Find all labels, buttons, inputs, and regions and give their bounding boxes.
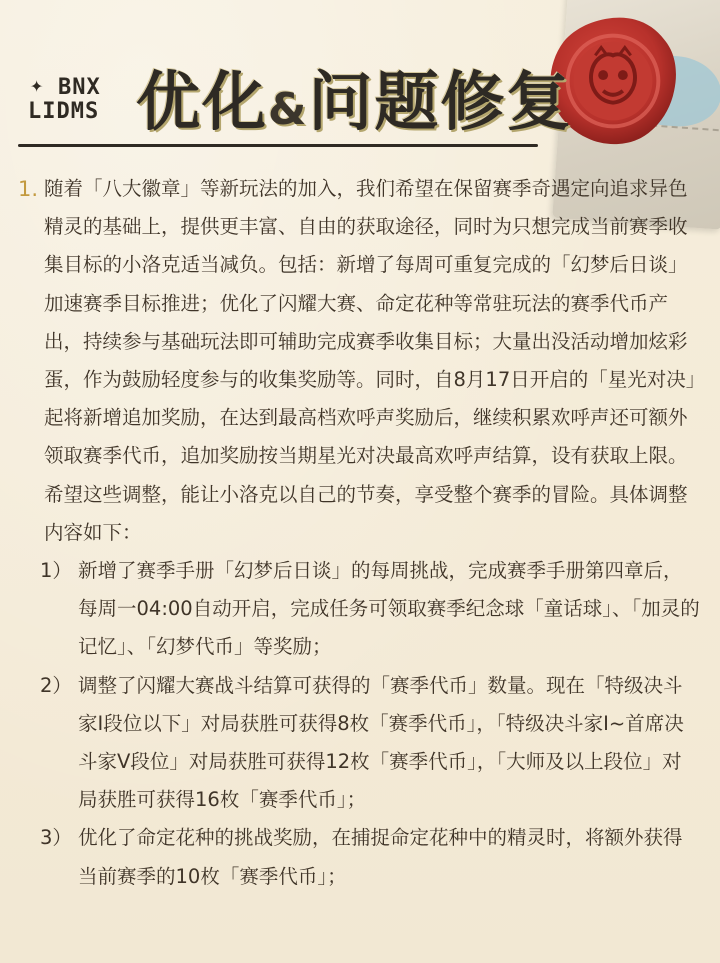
logo-line-1: BNX (58, 75, 101, 100)
sparkle-icon: ✦ (30, 73, 45, 98)
list-item-number: 3） (40, 826, 72, 850)
intro-number: 1. (18, 177, 39, 201)
list-item-number: 1） (40, 559, 72, 583)
title-part-2: 问题修复 (308, 66, 573, 140)
list-item-number: 2） (40, 673, 72, 697)
list-item-text: 调整了闪耀大赛战斗结算可获得的「赛季代币」数量。现在「特级决斗家I段位以下」对局获胜可获得8枚「赛季代币」，「特级决斗家I~首席决斗家V段位」对局获胜可获得12枚「赛季代币」，「大师及以上段位」对局获胜可获得16枚「赛季代币」； (78, 673, 684, 812)
intro-text: 随着「八大徽章」等新玩法的加入，我们希望在保留赛季奇遇定向追求异色精灵的基础上，提供更丰富、自由的获取途径，同时为只想完成当前赛季收集目标的小洛克适当减负。包括：新增了每周可重复完成的「幻梦后日谈」加速赛季目标推进；优化了闪耀大赛、命定花种等常驻玩法的赛季代币产出，持续参与基础玩法即可辅助完成赛季收集目标；大量出没活动增加炫彩蛋，作为鼓励轻度参与的收集奖励等。同时，自8月17日开启的「星光对决」起将新增追加奖励，在达到最高档欢呼声奖励后，继续积累欢呼声还可额外领取赛季代币，追加奖励按当期星光对决最高欢呼声结算，设有获取上限。希望这些调整，能让小洛克以自己的节奏，享受整个赛季的冒险。具体调整内容如下： (44, 177, 696, 544)
title-part-1: 优化 (136, 66, 268, 140)
list-item (22, 819, 700, 895)
list-item (22, 667, 700, 820)
list-item (22, 552, 700, 667)
section-header (18, 62, 573, 142)
intro-paragraph (18, 170, 700, 552)
brand-logo (28, 73, 128, 132)
page-title (136, 64, 572, 149)
logo-line-2: LIDMS (28, 99, 100, 124)
list-item-text: 新增了赛季手册「幻梦后日谈」的每周挑战，完成赛季手册第四章后，每周一04:00自动开启，完成任务可领取赛季纪念球「童话球」、「加灵的记忆」、「幻梦代币」等奖励； (78, 559, 700, 659)
article-body (18, 170, 700, 896)
header-divider (18, 144, 538, 147)
list-item-text: 优化了命定花种的挑战奖励，在捕捉命定花种中的精灵时，将额外获得当前赛季的10枚「赛季代币」； (78, 826, 683, 888)
title-ampersand: & (268, 84, 309, 135)
